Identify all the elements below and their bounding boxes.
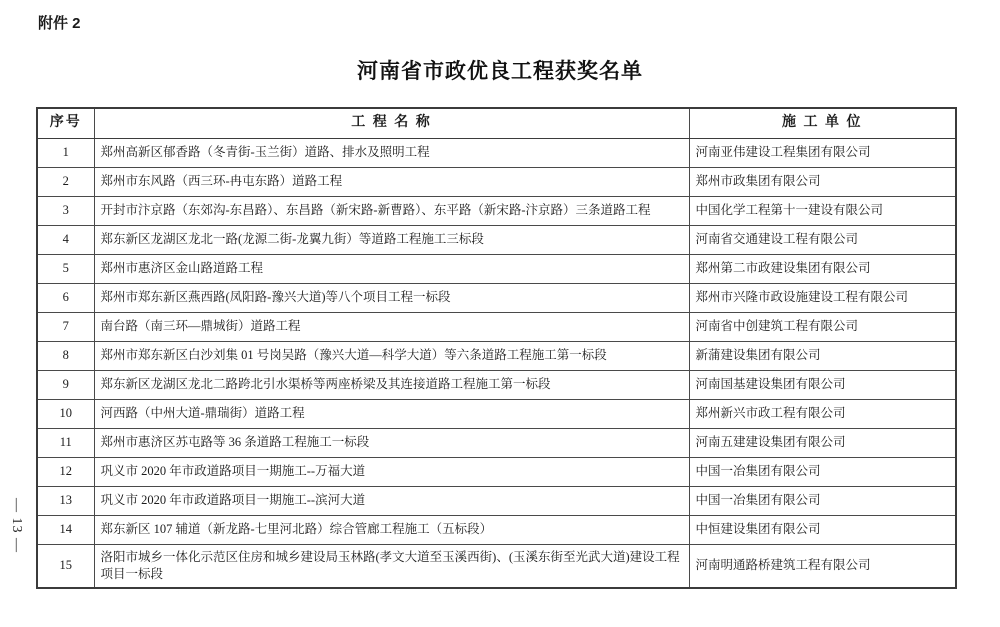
row-index-cell: 4 [37,225,94,254]
row-index-cell: 2 [37,167,94,196]
company-name-cell: 郑州市政集团有限公司 [689,167,956,196]
col-header-project: 工 程 名 称 [94,108,689,138]
table-row [37,341,956,370]
row-index-cell: 6 [37,283,94,312]
project-name-cell: 郑州高新区郁香路（冬青街-玉兰街）道路、排水及照明工程 [94,138,689,167]
row-index-cell: 11 [37,428,94,457]
table-header-row [37,108,956,138]
awards-table-body [37,138,956,588]
page-title: 河南省市政优良工程获奖名单 [357,60,643,83]
page-number: — 13 — [9,498,24,553]
company-name-cell: 中国一冶集团有限公司 [689,486,956,515]
row-index-cell: 5 [37,254,94,283]
row-index-cell: 7 [37,312,94,341]
company-name-cell: 中国化学工程第十一建设有限公司 [689,196,956,225]
project-name-cell: 巩义市 2020 年市政道路项目一期施工--万福大道 [94,457,689,486]
row-index-cell: 10 [37,399,94,428]
col-header-no: 序号 [37,108,94,138]
table-row [37,486,956,515]
row-index-cell: 15 [37,544,94,588]
row-index-cell: 9 [37,370,94,399]
project-name-cell: 南台路（南三环—鼎城街）道路工程 [94,312,689,341]
project-name-cell: 郑东新区龙湖区龙北二路跨北引水渠桥等两座桥梁及其连接道路工程施工第一标段 [94,370,689,399]
table-row [37,196,956,225]
project-name-cell: 郑州市惠济区苏屯路等 36 条道路工程施工一标段 [94,428,689,457]
project-name-cell: 开封市汴京路（东郊沟-东昌路）、东昌路（新宋路-新曹路）、东平路（新宋路-汴京路）三条道路工程 [94,196,689,225]
company-name-cell: 河南省交通建设工程有限公司 [689,225,956,254]
company-name-cell: 新蒲建设集团有限公司 [689,341,956,370]
attachment-label: 附件 2 [38,15,81,32]
table-row [37,254,956,283]
project-name-cell: 郑东新区龙湖区龙北一路(龙源二街-龙翼九街）等道路工程施工三标段 [94,225,689,254]
company-name-cell: 中国一冶集团有限公司 [689,457,956,486]
company-name-cell: 郑州市兴隆市政设施建设工程有限公司 [689,283,956,312]
row-index-cell: 3 [37,196,94,225]
row-index-cell: 12 [37,457,94,486]
project-name-cell: 巩义市 2020 年市政道路项目一期施工--滨河大道 [94,486,689,515]
table-row [37,428,956,457]
company-name-cell: 河南明通路桥建筑工程有限公司 [689,544,956,588]
table-row [37,370,956,399]
project-name-cell: 郑州市郑东新区燕西路(凤阳路-豫兴大道)等八个项目工程一标段 [94,283,689,312]
company-name-cell: 河南国基建设集团有限公司 [689,370,956,399]
company-name-cell: 河南五建建设集团有限公司 [689,428,956,457]
table-row [37,283,956,312]
table-row [37,312,956,341]
row-index-cell: 1 [37,138,94,167]
table-row [37,167,956,196]
project-name-cell: 郑州市郑东新区白沙刘集 01 号岗吴路（豫兴大道—科学大道）等六条道路工程施工第一标段 [94,341,689,370]
table-row [37,457,956,486]
project-name-cell: 郑东新区 107 辅道（新龙路-七里河北路）综合管廊工程施工（五标段） [94,515,689,544]
col-header-company: 施 工 单 位 [689,108,956,138]
project-name-cell: 郑州市惠济区金山路道路工程 [94,254,689,283]
project-name-cell: 郑州市东风路（西三环-冉屯东路）道路工程 [94,167,689,196]
company-name-cell: 中恒建设集团有限公司 [689,515,956,544]
row-index-cell: 13 [37,486,94,515]
company-name-cell: 郑州新兴市政工程有限公司 [689,399,956,428]
awards-table [36,107,957,589]
company-name-cell: 河南亚伟建设工程集团有限公司 [689,138,956,167]
table-row [37,225,956,254]
table-row [37,399,956,428]
table-row [37,515,956,544]
company-name-cell: 郑州第二市政建设集团有限公司 [689,254,956,283]
project-name-cell: 河西路（中州大道-鼎瑞街）道路工程 [94,399,689,428]
company-name-cell: 河南省中创建筑工程有限公司 [689,312,956,341]
table-row [37,138,956,167]
row-index-cell: 14 [37,515,94,544]
table-row [37,544,956,588]
row-index-cell: 8 [37,341,94,370]
project-name-cell: 洛阳市城乡一体化示范区住房和城乡建设局玉林路(孝文大道至玉溪西街)、(玉溪东街至光武大道)建设工程项目一标段 [94,544,689,588]
